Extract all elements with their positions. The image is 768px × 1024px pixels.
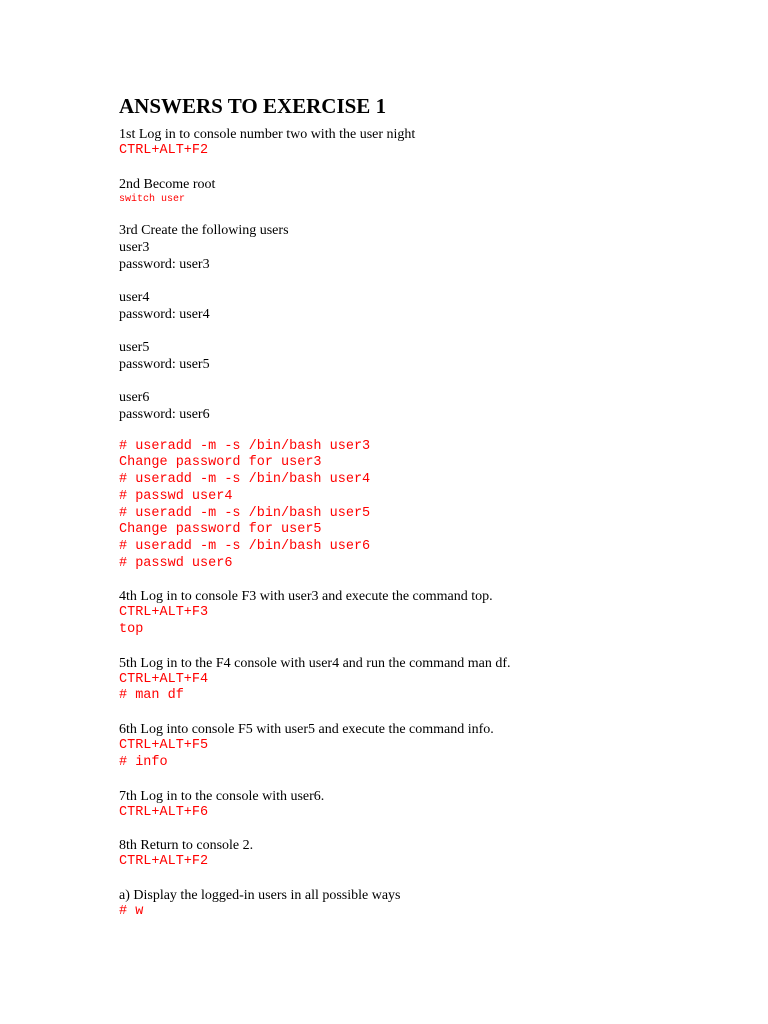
instruction-text: user4 <box>119 289 150 305</box>
instruction-text: a) Display the logged-in users in all possible ways <box>119 887 401 903</box>
answer-section <box>119 887 739 921</box>
instruction-text: 8th Return to console 2. <box>119 838 254 854</box>
instruction-text: password: user5 <box>119 356 210 372</box>
instruction-text: password: user6 <box>119 406 210 422</box>
command-line: # passwd user6 <box>119 555 233 571</box>
command-line: Change password for user3 <box>119 455 322 471</box>
instruction-text: 5th Log in to the F4 console with user4 and run the command man df. <box>119 655 511 671</box>
answer-section <box>119 721 739 771</box>
answer-section <box>119 389 739 423</box>
command-line: CTRL+ALT+F3 <box>119 605 209 621</box>
instruction-text: 1st Log in to console number two with the user night <box>119 127 416 142</box>
command-line: top <box>119 622 144 638</box>
answer-section <box>119 439 739 573</box>
command-line: # man df <box>119 688 184 704</box>
instruction-text: password: user3 <box>119 256 210 272</box>
answer-section <box>119 126 739 160</box>
instruction-text: 6th Log into console F5 with user5 and execute the command info. <box>119 722 494 738</box>
document-title: ANSWERS TO EXERCISE 1 <box>119 94 387 118</box>
answer-section <box>119 176 739 206</box>
instruction-text: 2nd Become root <box>119 176 216 192</box>
command-line: CTRL+ALT+F5 <box>119 738 209 754</box>
instruction-text: 7th Log in to the console with user6. <box>119 788 325 804</box>
exercise-answers <box>119 126 739 921</box>
answer-section <box>119 655 739 705</box>
instruction-text: user6 <box>119 389 150 405</box>
answer-section <box>119 588 739 638</box>
command-line: CTRL+ALT+F2 <box>119 143 209 158</box>
instruction-text: user5 <box>119 339 150 355</box>
instruction-text: 3rd Create the following users <box>119 222 289 238</box>
command-line: Change password for user5 <box>119 522 322 538</box>
command-line: # useradd -m -s /bin/bash user5 <box>119 505 371 521</box>
command-line: switch user <box>119 193 186 205</box>
instruction-text: 4th Log in to console F3 with user3 and execute the command top. <box>119 589 493 605</box>
command-line: CTRL+ALT+F4 <box>119 671 209 687</box>
answer-section <box>119 339 739 373</box>
answer-section <box>119 222 739 273</box>
command-line: # info <box>119 754 168 770</box>
answer-section <box>119 289 739 323</box>
instruction-text: user3 <box>119 239 150 255</box>
answer-section <box>119 837 739 871</box>
answer-section <box>119 788 739 822</box>
command-line: CTRL+ALT+F6 <box>119 804 209 820</box>
command-line: # useradd -m -s /bin/bash user6 <box>119 538 371 554</box>
command-line: CTRL+ALT+F2 <box>119 854 209 870</box>
document-page <box>119 92 739 937</box>
instruction-text: password: user4 <box>119 306 210 322</box>
command-line: # useradd -m -s /bin/bash user4 <box>119 472 371 488</box>
command-line: # useradd -m -s /bin/bash user3 <box>119 438 371 454</box>
command-line: # w <box>119 903 144 919</box>
command-line: # passwd user4 <box>119 488 233 504</box>
